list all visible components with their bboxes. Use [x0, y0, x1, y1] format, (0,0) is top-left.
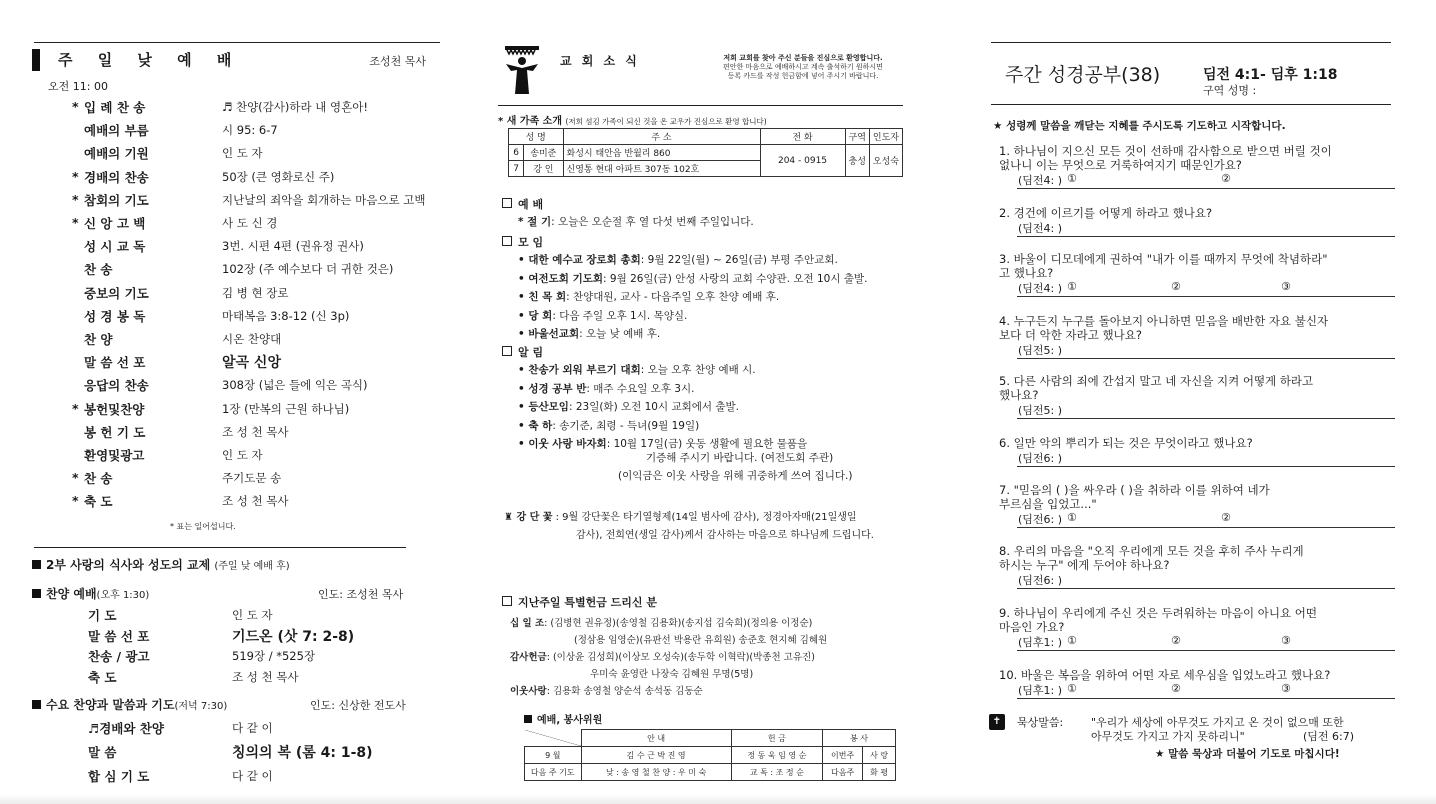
family-district: 충성 [845, 145, 869, 177]
order-item-value: 사 도 신 경 [222, 216, 278, 230]
order-row [30, 284, 440, 304]
family-leader: 오성숙 [869, 145, 902, 177]
question-text [999, 206, 1212, 220]
news-item [518, 362, 756, 377]
square-bullet-icon [32, 700, 41, 709]
altar-text-continued: 감사), 전희연(생일 감사)께서 감사하는 마음으로 하나님께 드립니다. [576, 530, 874, 541]
news-section-title: 알 림 [518, 346, 544, 359]
news-item [518, 381, 694, 396]
order-item-value: 1장 (만복의 근원 하나님) [222, 401, 350, 416]
answer-reference: (딤전5: ) [1018, 404, 1063, 417]
answer-line [1017, 527, 1395, 528]
table-cell: 사 랑 [863, 747, 896, 764]
order-item-value: 인 도 자 [232, 608, 273, 622]
wednesday-service-title: 수요 찬양과 말씀과 기도 [46, 698, 175, 712]
question-line: 고 했나요? [999, 266, 1054, 280]
table-cell: 9 월 [525, 747, 582, 764]
question-line: 부르심을 입었고..." [999, 497, 1097, 511]
order-item-value: 주기도문 송 [222, 471, 282, 486]
order-item-name: 신 앙 고 백 [84, 216, 146, 231]
new-family-table [508, 128, 903, 177]
answer-line [1017, 358, 1395, 359]
worship-column [30, 0, 450, 804]
news-item-label: • 바울선교회 [518, 328, 580, 340]
question-text [999, 544, 1304, 572]
square-bullet-icon [524, 715, 532, 723]
answer-reference: (딤후1: ) [1018, 684, 1063, 697]
standing-mark: * [72, 470, 79, 486]
table-cell: 김 수 근 박 진 영 [581, 747, 731, 764]
question-line: 5. 다른 사람의 죄에 간섭지 말고 네 자신을 지켜 어떻게 하라고 [999, 374, 1314, 388]
order-item-name: 봉헌및찬양 [84, 401, 145, 417]
answer-reference: (딤전6: ) [1018, 452, 1063, 465]
answer-reference: (딤후1: ) [1018, 636, 1063, 649]
news-item-text: : 찬양대원, 교사 - 다음주일 오후 찬양 예배 후. [566, 291, 780, 303]
table-row [525, 747, 896, 764]
answer-line [1017, 418, 1395, 419]
news-item-text: : 9월 22일(월) ~ 26일(금) 부평 주안교회. [640, 254, 838, 266]
news-section-heading [502, 196, 543, 212]
offering-names-continued: 우미숙 윤영란 나장숙 김혜원 무명(5명) [590, 669, 754, 680]
answer-line [1017, 650, 1395, 651]
offering-names: : 김용화 송영철 양순석 송석동 김동순 [546, 686, 703, 697]
order-row [30, 144, 440, 164]
news-item [518, 214, 754, 229]
table-cell: 낮 : 송 영 철 찬 양 : 우 미 숙 [581, 764, 731, 781]
order-row [30, 237, 440, 257]
welcome-line: 등록 카드를 작성 헌금함에 넣어 주시기 바랍니다. [727, 72, 879, 80]
order-row [30, 743, 440, 765]
question-line: 2. 경건에 이르기를 어떻게 하라고 했나요? [999, 206, 1213, 220]
family-name: 강 인 [524, 161, 563, 177]
altar-label: ♜ 강 단 꽃 [504, 512, 553, 523]
memory-label: 묵상말씀: [1017, 716, 1064, 729]
checkbox-square-icon [502, 346, 512, 356]
standing-mark: * [72, 191, 79, 207]
welcome-message [703, 54, 903, 81]
square-bullet-icon [32, 589, 41, 598]
order-row [30, 767, 440, 789]
worship-header [34, 42, 440, 71]
question-text [999, 606, 1317, 634]
answer-line [1017, 588, 1395, 589]
order-row [30, 376, 440, 396]
table-cell: 정 동 욱 임 영 순 [731, 747, 822, 764]
standing-mark: * [72, 99, 79, 114]
offering-names: : (김병현 권유정)(송영철 김용화)(송지섭 김숙희)(정의용 이정순) [544, 618, 813, 629]
order-row [30, 647, 440, 669]
bible-study-range: 딤전 4:1- 딤후 1:18 [1203, 67, 1338, 83]
worship-pastor: 조성천 목사 [369, 55, 426, 68]
question-line: 했나요? [999, 388, 1039, 402]
order-item-value: 마태복음 3:8-12 (신 3p) [222, 308, 350, 323]
new-family-title: * 새 가족 소개 [498, 116, 562, 127]
order-row [30, 307, 440, 327]
order-item-value: 기드온 (삿 7: 2-8) [232, 628, 355, 645]
order-item-name: 기 도 [88, 608, 117, 623]
offering-names: : (이상윤 김성희)(이상모 오성숙)(송두학 이혁락)(박종천 고유진) [546, 652, 815, 663]
news-item-text: : 오늘은 오순절 후 열 다섯 번째 주일입니다. [551, 216, 754, 228]
family-phone: 204 - 0915 [760, 145, 845, 177]
answer-blank-mark: ① [1067, 172, 1077, 185]
news-section-heading [502, 344, 543, 360]
answer-blank-mark: ② [1171, 634, 1181, 647]
order-item-value: 조 성 천 목사 [232, 669, 299, 684]
order-row [30, 719, 440, 741]
question-line: 하시는 누구" 에게 두어야 하나요? [999, 558, 1170, 572]
question-line: 6. 일만 악의 뿌리가 되는 것은 무엇이라고 했나요? [999, 436, 1253, 450]
news-section-title: 모 임 [518, 236, 544, 249]
order-item-name: 성 경 봉 독 [84, 308, 146, 324]
order-row [30, 423, 440, 443]
order-item-value: 다 같 이 [232, 721, 273, 735]
question-line: 3. 바울이 디모데에게 권하여 "내가 이를 때까지 무엇에 착념하라" [999, 252, 1328, 266]
worship-title: 주 일 낮 예 배 [58, 51, 242, 69]
news-item-text: : 다음 주일 오후 1시. 목양실. [552, 309, 688, 322]
news-section-title: 예 배 [518, 198, 544, 211]
news-item-label: • 등산모임 [518, 401, 569, 413]
question-line: 1. 하나님이 지으신 모든 것이 선하매 감사함으로 받으면 버릴 것이 [999, 144, 1332, 158]
question-line: 보다 더 악한 자라고 했나요? [999, 328, 1142, 342]
question-line: 10. 바울은 복음을 위하여 어떤 자로 세우심을 입었노라고 했나요? [999, 668, 1331, 682]
news-item-text: : 송기준, 최령 - 득녀(9월 19일) [552, 419, 700, 432]
answer-line [1017, 698, 1395, 699]
order-item-name: 말 씀 선 포 [84, 355, 146, 371]
church-figure-icon [503, 44, 541, 98]
bazaar-continuation: 기증해 주시기 바랍니다. (여전도회 주관) [646, 452, 834, 464]
offering-title: 지난주일 특별헌금 드리신 분 [518, 596, 657, 609]
offering-row [510, 649, 815, 663]
praise-service-heading [32, 585, 432, 602]
news-column [498, 0, 903, 804]
news-item-label: • 성경 공부 반 [518, 382, 587, 395]
answer-blank-mark: ② [1221, 172, 1231, 185]
answer-reference: (딤전4: ) [1018, 222, 1063, 235]
order-row [30, 492, 440, 512]
answer-blank-mark: ① [1067, 634, 1077, 647]
question-text [999, 314, 1328, 342]
order-row [30, 260, 440, 280]
answer-line [1017, 236, 1395, 237]
order-row [30, 214, 440, 234]
altar-text: : 9월 강단꽃은 타기열형제(14일 범사에 감사), 정경아자매(21일생일 [555, 512, 857, 523]
order-row [30, 400, 440, 420]
news-item-label: • 여전도회 기도회 [518, 272, 604, 285]
order-item-name: 입 례 찬 송 [84, 100, 146, 115]
news-item-label: • 당 회 [518, 309, 553, 322]
answer-blank-mark: ② [1171, 682, 1181, 695]
order-item-name: ♬경배와 찬양 [88, 721, 164, 736]
row-number: 6 [509, 145, 524, 161]
square-bullet-icon [32, 560, 41, 569]
memory-text: "우리가 세상에 아무것도 가지고 온 것이 없으매 또한 [1091, 716, 1344, 729]
question-text [999, 436, 1253, 450]
section-divider [991, 42, 1391, 43]
order-item-value: 다 같 이 [232, 769, 273, 783]
order-item-value: 102장 (주 예수보다 더 귀한 것은) [222, 262, 394, 277]
order-row [30, 353, 440, 373]
table-header-row [525, 730, 896, 747]
news-item-text: : 오늘 오후 찬양 예배 시. [640, 364, 756, 376]
news-item-label: • 찬송가 외워 부르기 대회 [518, 364, 641, 376]
welcome-line: 편안한 마음으로 예배하시고 계속 출석하기 원하시면 [723, 63, 883, 71]
table-cell: 이번주 [823, 747, 863, 764]
answer-blank-mark: ③ [1281, 634, 1291, 647]
order-item-value: 인 도 자 [222, 448, 263, 462]
news-item-text: : 매주 수요일 오후 3시. [586, 382, 695, 395]
news-item [518, 436, 807, 451]
closing-message: ★ 말씀 묵상과 더불어 기도로 마칩시다! [1155, 748, 1340, 760]
new-family-heading [498, 112, 767, 127]
order-row [30, 168, 440, 188]
bible-study-intro: ★ 성령께 말씀을 깨닫는 지혜를 주시도록 기도하고 시작합니다. [993, 120, 1286, 132]
checkbox-square-icon [502, 596, 512, 606]
question-text [999, 252, 1328, 280]
standing-mark: * [72, 215, 79, 230]
standing-footnote: * 표는 일어섭니다. [170, 522, 236, 531]
wednesday-service-leader: 인도: 신상한 전도사 [310, 699, 406, 712]
section-divider [34, 547, 406, 548]
news-item-text: : 9월 26일(금) 안성 사랑의 교회 수양관. 오전 10시 출발. [603, 272, 868, 285]
table-cell: 다음주 [823, 764, 863, 781]
order-item-value: 인 도 자 [222, 146, 263, 161]
order-item-name: 찬 양 [84, 332, 113, 347]
welcome-line: 저희 교회를 찾아 주신 분들을 진심으로 환영합니다. [723, 54, 883, 62]
order-item-name: 봉 헌 기 도 [84, 424, 146, 440]
new-family-note: (저희 섬김 가족이 되신 것을 온 교우가 진심으로 환영 합니다) [565, 117, 767, 126]
wednesday-service-heading [32, 696, 432, 713]
question-line: 마음인 가요? [999, 620, 1065, 634]
order-row [30, 668, 440, 690]
part2-title: 2부 사랑의 식사와 성도의 교제 [46, 558, 211, 572]
news-item [518, 252, 838, 267]
order-item-value: 3번. 시편 4편 (권유정 권사) [222, 239, 364, 254]
order-item-value: ♬ 찬양(감사)하라 내 영혼아! [222, 100, 368, 114]
offering-row [510, 615, 812, 629]
news-section-heading [502, 234, 543, 250]
column-header: 전 화 [760, 129, 845, 145]
question-text [999, 144, 1332, 172]
order-item-name: 찬 송 [84, 262, 113, 278]
answer-line [1017, 466, 1395, 467]
question-line: 8. 우리의 마음을 "오직 우리에게 모든 것을 후히 주사 누리게 [999, 544, 1304, 558]
order-item-value: 알곡 신앙 [222, 355, 281, 372]
page-edge-shadow [0, 794, 1436, 804]
service-title: 예배, 봉사위원 [537, 715, 603, 726]
news-item-label: • 대한 예수교 장로회 총회 [518, 254, 641, 266]
offering-label: 감사헌금 [510, 652, 547, 663]
answer-blank-mark: ② [1221, 511, 1231, 524]
answer-blank-mark: ③ [1281, 682, 1291, 695]
section-divider [991, 104, 1391, 105]
order-item-name: 말 씀 선 포 [88, 628, 150, 644]
order-item-name: 경배의 찬송 [84, 169, 149, 185]
order-item-name: 응답의 찬송 [84, 378, 149, 394]
news-item [518, 271, 867, 286]
order-item-value: 시 95: 6-7 [222, 123, 278, 138]
section-divider [498, 105, 903, 106]
news-item-label: • 이웃 사랑 바자회 [518, 438, 607, 450]
order-item-name: 환영및광고 [84, 448, 145, 463]
order-item-name: 참회의 기도 [84, 192, 149, 208]
checkbox-square-icon [502, 198, 512, 208]
order-row [30, 446, 440, 466]
order-item-name: 축 도 [88, 669, 117, 685]
header-bar-mark [32, 49, 40, 71]
service-heading [524, 711, 602, 726]
news-item-text: : 10월 17일(금) 웃동 생활에 필요한 물품을 [606, 438, 808, 450]
answer-reference: (딤전5: ) [1018, 344, 1063, 357]
answer-line [1017, 296, 1395, 297]
answer-blank-mark: ① [1067, 280, 1077, 293]
wednesday-service-time: (저녁 7:30) [174, 701, 228, 712]
table-cell: 교 독 : 조 정 순 [731, 764, 822, 781]
answer-blank-mark: ③ [1281, 280, 1291, 293]
column-header: 성 명 [509, 129, 564, 145]
order-item-name: 말 씀 [88, 745, 117, 760]
order-item-name: 축 도 [84, 494, 113, 510]
book-icon: ✝ [989, 714, 1005, 730]
standing-mark: * [72, 493, 79, 509]
news-item [518, 399, 739, 414]
memory-reference: (딤전 6:7) [1303, 730, 1355, 743]
order-item-name: 찬송 / 광고 [88, 649, 150, 664]
order-item-name: 찬 송 [84, 471, 113, 487]
order-row [30, 191, 440, 211]
family-address: 화성시 태안읍 반월리 860 [563, 145, 760, 161]
answer-line [1017, 188, 1395, 189]
table-header-row [509, 129, 903, 145]
service-table [524, 729, 896, 781]
order-item-value: 김 병 현 장로 [222, 285, 289, 300]
answer-reference: (딤전4: ) [1018, 174, 1063, 187]
question-line: 9. 하나님이 우리에게 주신 것은 두려워하는 마음이 아니요 어떤 [999, 606, 1317, 620]
answer-blank-mark: ② [1171, 280, 1181, 293]
news-item [518, 289, 779, 304]
answer-reference: (딤전4: ) [1018, 282, 1063, 295]
family-name: 송미준 [524, 145, 563, 161]
news-item-text: : 23일(화) 오전 10시 교회에서 출발. [568, 401, 740, 413]
column-header: 안 내 [581, 730, 731, 747]
answer-blank-mark: ① [1067, 511, 1077, 524]
order-item-value: 50장 (큰 영화로신 주) [222, 169, 335, 184]
news-item-label: • 친 목 회 [518, 291, 567, 303]
part2-subtitle: (주일 낮 예배 후) [214, 561, 290, 572]
standing-mark: * [72, 168, 79, 184]
offering-label: 이웃사랑 [510, 686, 547, 697]
worship-time: 오전 11: 00 [48, 80, 108, 93]
order-item-name: 예배의 기원 [84, 146, 149, 162]
news-item-text: : 오늘 낮 예배 후. [579, 328, 661, 340]
news-item [518, 418, 699, 433]
praise-service-time: (오후 1:30) [96, 590, 150, 601]
news-item [518, 308, 687, 323]
column-header: 주 소 [563, 129, 760, 145]
bible-study-title: 주간 성경공부(38) [1005, 64, 1161, 86]
news-title: 교 회 소 식 [560, 54, 640, 68]
praise-service-leader: 인도: 조성천 목사 [318, 588, 404, 601]
order-item-name: 성 시 교 독 [84, 239, 146, 255]
question-line: 7. "믿음의 ( )을 싸우라 ( )을 취하라 이를 위하여 네가 [999, 483, 1270, 497]
table-cell: 화 평 [863, 764, 896, 781]
order-item-name: 중보의 기도 [84, 285, 149, 301]
order-item-value: 칭의의 복 (롬 4: 1-8) [232, 745, 373, 761]
order-item-name: 합 심 기 도 [88, 769, 150, 784]
table-cell: 다음 주 기도 [525, 764, 582, 781]
offering-names-continued: (정삼용 임영순)(유판선 박용란 유희원) 송준호 현지혜 김혜원 [574, 635, 828, 646]
bazaar-note: (이익금은 이웃 사랑을 위해 귀중하게 쓰여 집니다.) [618, 470, 853, 482]
standing-mark: * [72, 400, 79, 416]
table-row [509, 145, 903, 161]
column-header: 봉 사 [823, 730, 896, 747]
row-number: 7 [509, 161, 524, 177]
question-text [999, 374, 1313, 402]
offering-label: 십 일 조 [510, 618, 545, 629]
news-item [518, 326, 660, 341]
question-line: 없나니 이는 무엇으로 거룩하여지기 때문인가요? [999, 158, 1242, 172]
order-item-value: 조 성 천 목사 [222, 424, 289, 439]
order-row [30, 330, 440, 350]
altar-flowers [504, 508, 857, 523]
order-row [30, 98, 440, 118]
news-item-label: • 축 하 [518, 419, 553, 432]
checkbox-square-icon [502, 236, 512, 246]
offering-heading [502, 594, 657, 610]
order-item-value: 시온 찬양대 [222, 332, 282, 346]
answer-reference: (딤전6: ) [1018, 574, 1063, 587]
order-row [30, 469, 440, 489]
question-line: 4. 누구든지 누구를 돌아보지 아니하면 믿음을 배반한 자요 불신자 [999, 314, 1329, 328]
column-header: 인도자 [869, 129, 902, 145]
praise-service-title: 찬양 예배 [46, 587, 97, 601]
offering-row [510, 683, 703, 697]
answer-blank-mark: ① [1067, 682, 1077, 695]
column-header: 구역 [845, 129, 869, 145]
part2-heading [32, 556, 290, 573]
order-row [30, 627, 440, 649]
answer-reference: (딤전6: ) [1018, 513, 1063, 526]
family-address: 신영통 현대 아파트 307동 102호 [563, 161, 760, 177]
bible-study-column [985, 0, 1395, 804]
order-item-value: 308장 (넓은 들에 익은 곡식) [222, 378, 368, 393]
order-item-value: 519장 / *525장 [232, 649, 316, 663]
column-header: 헌 금 [731, 730, 822, 747]
order-item-name: 예배의 부름 [84, 123, 149, 139]
memory-text: 아무것도 가지고 가지 못하리니" [1091, 730, 1245, 743]
corner-cell [525, 730, 582, 747]
table-row [525, 764, 896, 781]
question-text [999, 483, 1270, 511]
bible-study-group-name: 구역 성명 : [1203, 84, 1257, 97]
news-item-label: * 절 기 [518, 216, 552, 228]
order-row [30, 121, 440, 141]
order-item-value: 조 성 천 목사 [222, 494, 289, 509]
order-item-value: 지난날의 죄악을 회개하는 마음으로 고백 [222, 192, 426, 207]
question-text [999, 668, 1330, 682]
